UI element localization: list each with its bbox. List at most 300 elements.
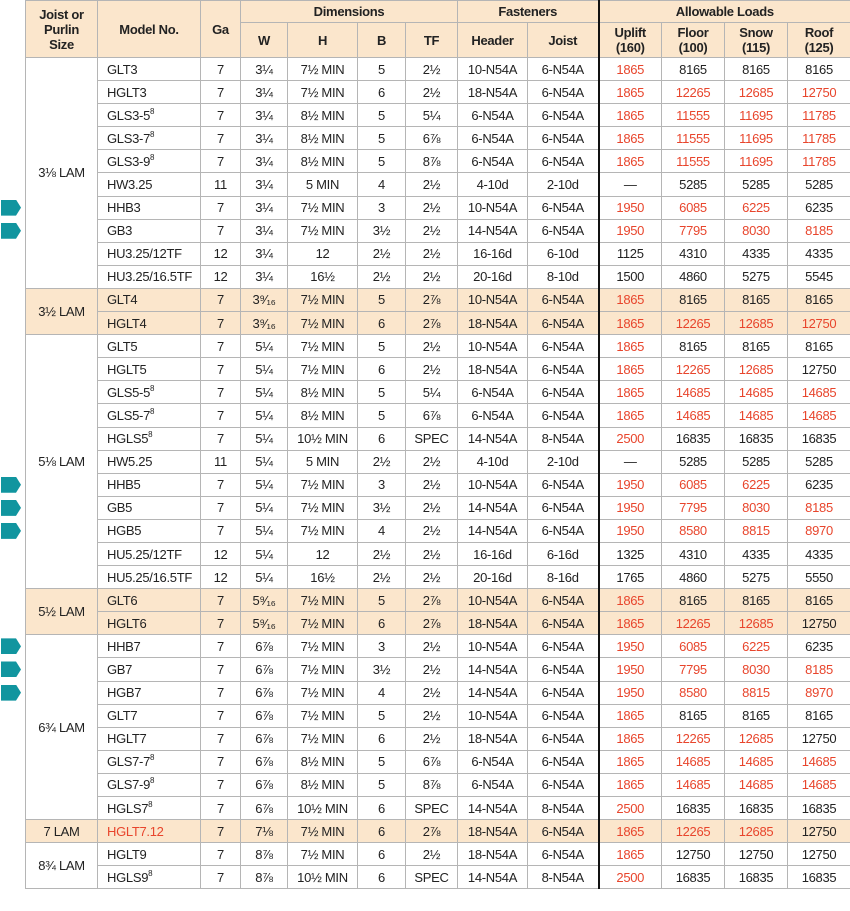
joist-fastener-cell: 6-N54A bbox=[528, 843, 599, 866]
snow-load-cell: 6225 bbox=[725, 473, 788, 496]
model-label: GLT3 bbox=[107, 61, 138, 77]
snow-load-cell: 8165 bbox=[725, 704, 788, 727]
floor-load-cell: 12265 bbox=[662, 81, 725, 104]
tf-cell: SPEC bbox=[406, 866, 458, 889]
uplift-load-cell: 1950 bbox=[599, 519, 662, 542]
model-label: GLS3-5 bbox=[107, 107, 151, 123]
hanger-load-table bbox=[25, 0, 850, 889]
model-number bbox=[98, 127, 201, 150]
joist-fastener-cell: 6-N54A bbox=[528, 773, 599, 796]
w-cell: 3⁹⁄₁₆ bbox=[241, 288, 288, 311]
b-cell: 3½ bbox=[358, 658, 406, 681]
header-h: H bbox=[288, 23, 358, 58]
model-label: HGLS5 bbox=[107, 431, 149, 447]
floor-load-cell: 16835 bbox=[662, 797, 725, 820]
model-number bbox=[98, 866, 201, 889]
h-cell: 7½ MIN bbox=[288, 727, 358, 750]
roof-load-cell: 8185 bbox=[788, 219, 850, 242]
model-label: GLS3-7 bbox=[107, 130, 151, 146]
h-cell: 8½ MIN bbox=[288, 104, 358, 127]
model-number bbox=[98, 196, 201, 219]
roof-load-cell: 8165 bbox=[788, 335, 850, 358]
header-fastener-cell: 18-N54A bbox=[458, 612, 528, 635]
floor-load-cell: 14685 bbox=[662, 750, 725, 773]
model-label: HGLT3 bbox=[107, 84, 147, 100]
header-snow: Snow (115) bbox=[725, 23, 788, 58]
ga-cell: 7 bbox=[201, 104, 241, 127]
h-cell: 12 bbox=[288, 242, 358, 265]
joist-size: 7 LAM bbox=[26, 820, 98, 843]
model-number bbox=[98, 542, 201, 565]
h-cell: 16½ bbox=[288, 566, 358, 589]
header-fastener-cell: 20-16d bbox=[458, 265, 528, 288]
snow-load-cell: 5285 bbox=[725, 450, 788, 473]
roof-load-cell: 5550 bbox=[788, 566, 850, 589]
floor-load-cell: 4860 bbox=[662, 566, 725, 589]
table-row bbox=[26, 288, 850, 311]
arrow-marker-icon bbox=[1, 685, 21, 701]
joist-fastener-cell: 6-N54A bbox=[528, 358, 599, 381]
arrow-marker-icon bbox=[1, 523, 21, 539]
header-allowable-loads: Allowable Loads bbox=[599, 1, 850, 23]
model-label: HGLT5 bbox=[107, 361, 147, 377]
w-cell: 3⁹⁄₁₆ bbox=[241, 312, 288, 335]
footnote-ref: 8 bbox=[148, 799, 153, 809]
h-cell: 8½ MIN bbox=[288, 381, 358, 404]
roof-load-cell: 11785 bbox=[788, 104, 850, 127]
snow-load-cell: 8165 bbox=[725, 58, 788, 81]
h-cell: 7½ MIN bbox=[288, 196, 358, 219]
h-cell: 8½ MIN bbox=[288, 150, 358, 173]
joist-fastener-cell: 6-N54A bbox=[528, 58, 599, 81]
model-number bbox=[98, 265, 201, 288]
uplift-load-cell: 1950 bbox=[599, 635, 662, 658]
snow-load-cell: 6225 bbox=[725, 635, 788, 658]
uplift-load-cell: 1865 bbox=[599, 81, 662, 104]
header-fastener-cell: 14-N54A bbox=[458, 866, 528, 889]
table-row bbox=[26, 404, 850, 427]
header-fastener-cell: 6-N54A bbox=[458, 104, 528, 127]
roof-load-cell: 16835 bbox=[788, 797, 850, 820]
header-fastener-cell: 10-N54A bbox=[458, 196, 528, 219]
ga-cell: 7 bbox=[201, 681, 241, 704]
model-label: GLT4 bbox=[107, 292, 138, 308]
b-cell: 5 bbox=[358, 150, 406, 173]
h-cell: 8½ MIN bbox=[288, 773, 358, 796]
b-cell: 3 bbox=[358, 473, 406, 496]
w-cell: 3¼ bbox=[241, 242, 288, 265]
header-size: Joist or Purlin Size bbox=[26, 1, 98, 58]
table-row bbox=[26, 381, 850, 404]
tf-cell: 2½ bbox=[406, 473, 458, 496]
roof-load-cell: 5285 bbox=[788, 450, 850, 473]
w-cell: 5¼ bbox=[241, 496, 288, 519]
joist-fastener-cell: 6-N54A bbox=[528, 312, 599, 335]
joist-fastener-cell: 8-N54A bbox=[528, 797, 599, 820]
snow-load-cell: 5285 bbox=[725, 173, 788, 196]
arrow-marker-icon bbox=[1, 223, 21, 239]
joist-fastener-cell: 6-N54A bbox=[528, 219, 599, 242]
model-label: GLS3-9 bbox=[107, 153, 151, 169]
table-row bbox=[26, 704, 850, 727]
header-fastener-cell: 14-N54A bbox=[458, 219, 528, 242]
model-label: HGLT7.12 bbox=[107, 823, 164, 839]
b-cell: 5 bbox=[358, 335, 406, 358]
table-row bbox=[26, 335, 850, 358]
ga-cell: 7 bbox=[201, 335, 241, 358]
snow-load-cell: 12750 bbox=[725, 843, 788, 866]
model-number bbox=[98, 589, 201, 612]
model-number bbox=[98, 427, 201, 450]
model-label: GLS7-7 bbox=[107, 754, 151, 770]
model-label: GB3 bbox=[107, 223, 133, 239]
snow-load-cell: 6225 bbox=[725, 196, 788, 219]
uplift-load-cell: 1950 bbox=[599, 196, 662, 219]
joist-fastener-cell: 6-N54A bbox=[528, 635, 599, 658]
floor-load-cell: 6085 bbox=[662, 635, 725, 658]
header-fastener-cell: 4-10d bbox=[458, 173, 528, 196]
h-cell: 7½ MIN bbox=[288, 843, 358, 866]
ga-cell: 7 bbox=[201, 219, 241, 242]
table-row bbox=[26, 820, 850, 843]
table-row bbox=[26, 242, 850, 265]
model-number bbox=[98, 381, 201, 404]
uplift-load-cell: 1865 bbox=[599, 312, 662, 335]
model-number bbox=[98, 704, 201, 727]
roof-load-cell: 8970 bbox=[788, 519, 850, 542]
model-label: HU3.25/12TF bbox=[107, 246, 182, 262]
footnote-ref: 8 bbox=[148, 430, 153, 440]
header-tf: TF bbox=[406, 23, 458, 58]
model-label: HHB5 bbox=[107, 477, 141, 493]
h-cell: 12 bbox=[288, 542, 358, 565]
tf-cell: 2⅞ bbox=[406, 820, 458, 843]
model-number bbox=[98, 727, 201, 750]
b-cell: 6 bbox=[358, 866, 406, 889]
table-row bbox=[26, 312, 850, 335]
b-cell: 6 bbox=[358, 820, 406, 843]
ga-cell: 12 bbox=[201, 242, 241, 265]
model-label: GB5 bbox=[107, 500, 133, 516]
ga-cell: 12 bbox=[201, 542, 241, 565]
snow-load-cell: 12685 bbox=[725, 81, 788, 104]
tf-cell: 2½ bbox=[406, 58, 458, 81]
table-row bbox=[26, 473, 850, 496]
model-number bbox=[98, 773, 201, 796]
arrow-marker-icon bbox=[1, 477, 21, 493]
roof-load-cell: 8165 bbox=[788, 704, 850, 727]
w-cell: 3¼ bbox=[241, 127, 288, 150]
w-cell: 6⅞ bbox=[241, 750, 288, 773]
w-cell: 3¼ bbox=[241, 104, 288, 127]
snow-load-cell: 12685 bbox=[725, 358, 788, 381]
header-fastener-cell: 18-N54A bbox=[458, 820, 528, 843]
floor-load-cell: 6085 bbox=[662, 196, 725, 219]
table-row bbox=[26, 681, 850, 704]
model-number bbox=[98, 820, 201, 843]
uplift-load-cell: 1865 bbox=[599, 58, 662, 81]
tf-cell: 2⅞ bbox=[406, 612, 458, 635]
floor-load-cell: 8165 bbox=[662, 335, 725, 358]
model-number bbox=[98, 288, 201, 311]
floor-load-cell: 12265 bbox=[662, 727, 725, 750]
ga-cell: 7 bbox=[201, 81, 241, 104]
header-roof: Roof (125) bbox=[788, 23, 850, 58]
h-cell: 10½ MIN bbox=[288, 866, 358, 889]
w-cell: 5¼ bbox=[241, 542, 288, 565]
footnote-ref: 8 bbox=[150, 406, 155, 416]
model-label: GLT5 bbox=[107, 338, 138, 354]
tf-cell: 2½ bbox=[406, 519, 458, 542]
model-number bbox=[98, 566, 201, 589]
ga-cell: 7 bbox=[201, 843, 241, 866]
snow-load-cell: 8030 bbox=[725, 219, 788, 242]
model-number bbox=[98, 81, 201, 104]
floor-load-cell: 4310 bbox=[662, 542, 725, 565]
model-label: HW5.25 bbox=[107, 454, 153, 470]
b-cell: 5 bbox=[358, 288, 406, 311]
tf-cell: 2½ bbox=[406, 265, 458, 288]
header-w: W bbox=[241, 23, 288, 58]
h-cell: 7½ MIN bbox=[288, 473, 358, 496]
table-row bbox=[26, 150, 850, 173]
floor-load-cell: 7795 bbox=[662, 496, 725, 519]
roof-load-cell: 5545 bbox=[788, 265, 850, 288]
joist-size: 3⅛ LAM bbox=[26, 58, 98, 289]
w-cell: 3¼ bbox=[241, 173, 288, 196]
arrow-marker-icon bbox=[1, 661, 21, 677]
table-row bbox=[26, 173, 850, 196]
ga-cell: 7 bbox=[201, 866, 241, 889]
model-label: GLT6 bbox=[107, 592, 138, 608]
model-number bbox=[98, 404, 201, 427]
table-row bbox=[26, 519, 850, 542]
uplift-load-cell: — bbox=[599, 450, 662, 473]
model-label: GLS5-5 bbox=[107, 384, 151, 400]
table-row bbox=[26, 127, 850, 150]
tf-cell: 8⅞ bbox=[406, 150, 458, 173]
header-fastener-cell: 6-N54A bbox=[458, 773, 528, 796]
w-cell: 5¼ bbox=[241, 519, 288, 542]
footnote-ref: 8 bbox=[150, 753, 155, 763]
b-cell: 4 bbox=[358, 681, 406, 704]
model-label: HGLT4 bbox=[107, 315, 147, 331]
roof-load-cell: 14685 bbox=[788, 773, 850, 796]
floor-load-cell: 11555 bbox=[662, 127, 725, 150]
tf-cell: 2½ bbox=[406, 196, 458, 219]
model-label: HGB7 bbox=[107, 685, 142, 701]
w-cell: 8⅞ bbox=[241, 866, 288, 889]
snow-load-cell: 12685 bbox=[725, 612, 788, 635]
header-fastener-cell: 10-N54A bbox=[458, 589, 528, 612]
tf-cell: 2½ bbox=[406, 496, 458, 519]
model-number bbox=[98, 797, 201, 820]
joist-fastener-cell: 6-N54A bbox=[528, 104, 599, 127]
header-fastener-cell: 14-N54A bbox=[458, 519, 528, 542]
header-fastener-cell: 4-10d bbox=[458, 450, 528, 473]
header-fastener-cell: 6-N54A bbox=[458, 150, 528, 173]
floor-load-cell: 5285 bbox=[662, 173, 725, 196]
tf-cell: 2½ bbox=[406, 450, 458, 473]
tf-cell: 5¼ bbox=[406, 381, 458, 404]
b-cell: 5 bbox=[358, 404, 406, 427]
snow-load-cell: 12685 bbox=[725, 727, 788, 750]
roof-load-cell: 16835 bbox=[788, 427, 850, 450]
model-number bbox=[98, 496, 201, 519]
header-fastener-cell: 6-N54A bbox=[458, 381, 528, 404]
header-fastener-cell: 14-N54A bbox=[458, 427, 528, 450]
model-label: HGLS7 bbox=[107, 800, 149, 816]
tf-cell: 2½ bbox=[406, 681, 458, 704]
table-row bbox=[26, 843, 850, 866]
tf-cell: 8⅞ bbox=[406, 773, 458, 796]
floor-load-cell: 14685 bbox=[662, 381, 725, 404]
roof-load-cell: 8165 bbox=[788, 58, 850, 81]
model-label: HU5.25/12TF bbox=[107, 546, 182, 562]
uplift-load-cell: 1950 bbox=[599, 658, 662, 681]
b-cell: 5 bbox=[358, 773, 406, 796]
joist-fastener-cell: 6-N54A bbox=[528, 81, 599, 104]
h-cell: 8½ MIN bbox=[288, 404, 358, 427]
header-fastener-cell: 16-16d bbox=[458, 242, 528, 265]
header-fastener-cell: 10-N54A bbox=[458, 473, 528, 496]
joist-fastener-cell: 8-10d bbox=[528, 265, 599, 288]
joist-fastener-cell: 2-10d bbox=[528, 173, 599, 196]
b-cell: 2½ bbox=[358, 450, 406, 473]
w-cell: 3¼ bbox=[241, 150, 288, 173]
h-cell: 7½ MIN bbox=[288, 335, 358, 358]
header-fastener-cell: 18-N54A bbox=[458, 358, 528, 381]
snow-load-cell: 14685 bbox=[725, 773, 788, 796]
joist-fastener-cell: 6-N54A bbox=[528, 381, 599, 404]
w-cell: 5¼ bbox=[241, 404, 288, 427]
roof-load-cell: 5285 bbox=[788, 173, 850, 196]
joist-fastener-cell: 6-N54A bbox=[528, 750, 599, 773]
joist-fastener-cell: 6-N54A bbox=[528, 612, 599, 635]
floor-load-cell: 12265 bbox=[662, 820, 725, 843]
uplift-load-cell: 1865 bbox=[599, 589, 662, 612]
floor-load-cell: 8165 bbox=[662, 58, 725, 81]
roof-load-cell: 14685 bbox=[788, 750, 850, 773]
model-number bbox=[98, 519, 201, 542]
uplift-load-cell: 1950 bbox=[599, 496, 662, 519]
tf-cell: 2½ bbox=[406, 843, 458, 866]
model-label: HGLS9 bbox=[107, 869, 149, 885]
model-number bbox=[98, 173, 201, 196]
joist-fastener-cell: 6-N54A bbox=[528, 589, 599, 612]
footnote-ref: 8 bbox=[150, 383, 155, 393]
tf-cell: SPEC bbox=[406, 427, 458, 450]
uplift-load-cell: 1865 bbox=[599, 104, 662, 127]
tf-cell: 2½ bbox=[406, 566, 458, 589]
ga-cell: 7 bbox=[201, 381, 241, 404]
uplift-load-cell: 1950 bbox=[599, 681, 662, 704]
joist-fastener-cell: 6-N54A bbox=[528, 681, 599, 704]
floor-load-cell: 8165 bbox=[662, 288, 725, 311]
ga-cell: 7 bbox=[201, 797, 241, 820]
ga-cell: 7 bbox=[201, 404, 241, 427]
joist-fastener-cell: 6-N54A bbox=[528, 820, 599, 843]
w-cell: 3¼ bbox=[241, 265, 288, 288]
footnote-ref: 8 bbox=[150, 129, 155, 139]
uplift-load-cell: 1865 bbox=[599, 843, 662, 866]
b-cell: 6 bbox=[358, 797, 406, 820]
floor-load-cell: 4310 bbox=[662, 242, 725, 265]
roof-load-cell: 14685 bbox=[788, 404, 850, 427]
b-cell: 2½ bbox=[358, 542, 406, 565]
footnote-ref: 8 bbox=[148, 868, 153, 878]
ga-cell: 11 bbox=[201, 450, 241, 473]
ga-cell: 7 bbox=[201, 589, 241, 612]
floor-load-cell: 12265 bbox=[662, 358, 725, 381]
snow-load-cell: 11695 bbox=[725, 104, 788, 127]
w-cell: 5⁹⁄₁₆ bbox=[241, 612, 288, 635]
h-cell: 7½ MIN bbox=[288, 820, 358, 843]
joist-fastener-cell: 6-N54A bbox=[528, 473, 599, 496]
model-number bbox=[98, 843, 201, 866]
tf-cell: SPEC bbox=[406, 797, 458, 820]
table-row bbox=[26, 358, 850, 381]
table-row bbox=[26, 427, 850, 450]
snow-load-cell: 12685 bbox=[725, 312, 788, 335]
header-fastener-cell: 20-16d bbox=[458, 566, 528, 589]
h-cell: 7½ MIN bbox=[288, 589, 358, 612]
roof-load-cell: 12750 bbox=[788, 312, 850, 335]
b-cell: 3½ bbox=[358, 219, 406, 242]
roof-load-cell: 16835 bbox=[788, 866, 850, 889]
uplift-load-cell: 1125 bbox=[599, 242, 662, 265]
table-row bbox=[26, 450, 850, 473]
h-cell: 7½ MIN bbox=[288, 519, 358, 542]
snow-load-cell: 16835 bbox=[725, 797, 788, 820]
snow-load-cell: 16835 bbox=[725, 866, 788, 889]
header-fastener-cell: 18-N54A bbox=[458, 312, 528, 335]
tf-cell: 6⅞ bbox=[406, 750, 458, 773]
floor-load-cell: 8165 bbox=[662, 704, 725, 727]
table-row bbox=[26, 58, 850, 81]
h-cell: 10½ MIN bbox=[288, 797, 358, 820]
b-cell: 4 bbox=[358, 519, 406, 542]
ga-cell: 7 bbox=[201, 635, 241, 658]
roof-load-cell: 12750 bbox=[788, 81, 850, 104]
tf-cell: 6⅞ bbox=[406, 127, 458, 150]
table-row bbox=[26, 265, 850, 288]
joist-fastener-cell: 6-16d bbox=[528, 542, 599, 565]
joist-fastener-cell: 6-N54A bbox=[528, 196, 599, 219]
model-number bbox=[98, 335, 201, 358]
ga-cell: 7 bbox=[201, 358, 241, 381]
header-ga: Ga bbox=[201, 1, 241, 58]
ga-cell: 11 bbox=[201, 173, 241, 196]
roof-load-cell: 8165 bbox=[788, 288, 850, 311]
uplift-load-cell: 1865 bbox=[599, 381, 662, 404]
ga-cell: 7 bbox=[201, 58, 241, 81]
uplift-load-cell: 1865 bbox=[599, 358, 662, 381]
roof-load-cell: 14685 bbox=[788, 381, 850, 404]
uplift-load-cell: 1325 bbox=[599, 542, 662, 565]
table-row bbox=[26, 219, 850, 242]
w-cell: 5¼ bbox=[241, 450, 288, 473]
ga-cell: 7 bbox=[201, 704, 241, 727]
ga-cell: 7 bbox=[201, 820, 241, 843]
b-cell: 5 bbox=[358, 381, 406, 404]
snow-load-cell: 8815 bbox=[725, 519, 788, 542]
arrow-marker-icon bbox=[1, 500, 21, 516]
floor-load-cell: 8580 bbox=[662, 519, 725, 542]
model-label: GLS5-7 bbox=[107, 407, 151, 423]
roof-load-cell: 12750 bbox=[788, 727, 850, 750]
model-label: HGLT6 bbox=[107, 615, 147, 631]
